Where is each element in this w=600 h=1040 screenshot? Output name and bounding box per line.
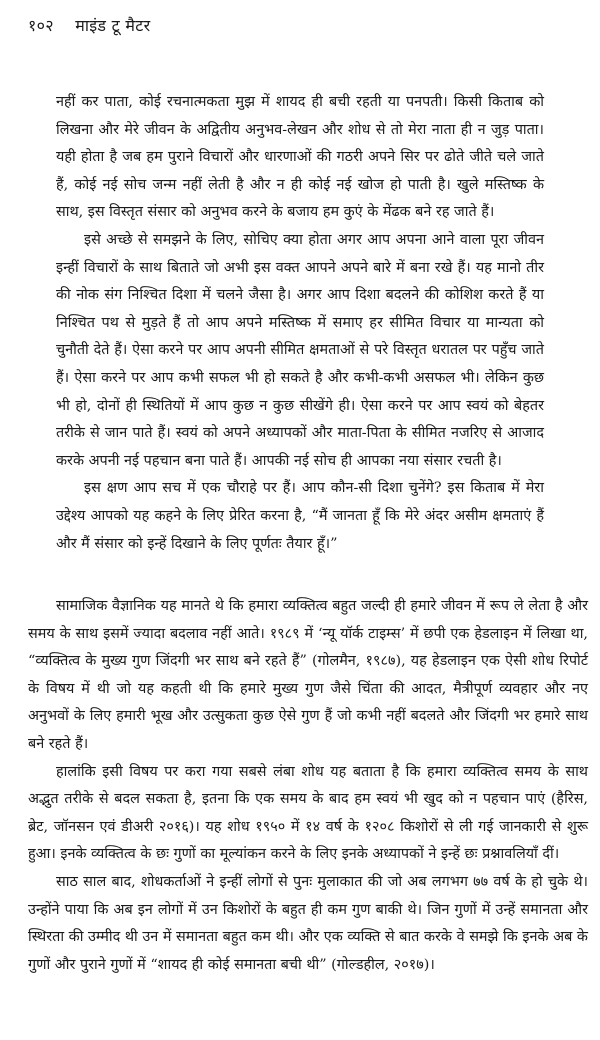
paragraph: इस क्षण आप सच में एक चौराहे पर हैं। आप कौन-सी दिशा चुनेंगे? इस किताब में मेरा उद्देश्य आपको यह कहने के लिए प्रेरित करना है, “मैं जानता हूँ कि मेरे अंदर असीम क्षमताएं हैं और मैं संसार को इन्हें दिखाने के लिए पूर्णतः तैयार हूँ।” (56, 480, 545, 552)
paragraph: साठ साल बाद, शोधकर्ताओं ने इन्हीं लोगों से पुनः मुलाकात की जो अब लगभग ७७ वर्ष के हो चुके थे। उन्होंने पाया कि अब इन लोगों में उन किशोरों के बहुत ही कम गुण बाकी थे। जिन गुणों में उन्हें समानता और स्थिरता की उम्मीद थी उन में समानता बहुत कम थी। और एक व्यक्ति से बात करके वे समझे कि इनके अब के गुणों और पुराने गुणों में “शायद ही कोई समानता बची थी” (गोल्डहील, २०१७)। (28, 873, 588, 973)
book-title: माइंड टू मैटर (75, 16, 151, 35)
running-header (28, 14, 151, 36)
section-continuation (56, 89, 544, 558)
section-body (28, 593, 588, 979)
paragraph: नहीं कर पाता, कोई रचनात्मकता मुझ में शायद ही बची रहती या पनपती। किसी किताब को लिखना और मेरे जीवन के अद्वितीय अनुभव-लेखन और शोध से तो मेरा नाता ही न जुड़ पाता। यही होता है जब हम पुराने विचारों और धारणाओं की गठरी अपने सिर पर ढोते जीते चले जाते हैं, कोई नई सोच जन्म नहीं लेती है और न ही कोई नई खोज हो पाती है। खुले मस्तिष्क के साथ, इस विस्तृत संसार को अनुभव करने के बजाय हम कुएं के मेंढक बने रह जाते हैं। (56, 94, 544, 221)
page-number: १०२ (28, 16, 54, 35)
paragraph: सामाजिक वैज्ञानिक यह मानते थे कि हमारा व्यक्तित्व बहुत जल्दी ही हमारे जीवन में रूप ले लेता है और समय के साथ इसमें ज्यादा बदलाव नहीं आते। १९८९ में ‘न्यू यॉर्क टाइम्स’ में छपी एक हेडलाइन में लिखा था, “व्यक्तित्व के मुख्य गुण जिंदगी भर साथ बने रहते हैं” (गोलमैन, १९८७), यह हेडलाइन एक ऐसी शोध रिपोर्ट के विषय में थी जो यह कहती थी कि हमारे मुख्य गुण जैसे चिंता की आदत, मैत्रीपूर्ण व्यवहार और नए अनुभवों के लिए हमारी भूख और उत्सुकता कुछ ऐसे गुण हैं जो कभी नहीं बदलते और जिंदगी भर हमारे साथ बने रहते हैं। (28, 598, 588, 752)
paragraph: इसे अच्छे से समझने के लिए, सोचिए क्या होता अगर आप अपना आने वाला पूरा जीवन इन्हीं विचारों के साथ बिताते जो अभी इस वक्त आपने अपने बारे में बना रखे हैं। यह मानो तीर की नोक संग निश्चित दिशा में चलने जैसा है। अगर आप दिशा बदलने की कोशिश करते हैं या निश्चित पथ से मुड़ते हैं तो आप अपने मस्तिष्क में समाए हर सीमित विचार या मान्यता को चुनौती देते हैं। ऐसा करने पर आप अपनी सीमित क्षमताओं से परे विस्तृत धरातल पर पहुँच जाते हैं। ऐसा करने पर आप कभी सफल भी हो सकते है और कभी-कभी असफल भी। लेकिन कुछ भी हो, दोनों ही स्थितियों में आप कुछ न कुछ सीखेंगे ही। ऐसा करने पर आप स्वयं को बेहतर तरीके से जान पाते हैं। स्वयं को अपने अध्यापकों और माता-पिता के सीमित नजरिए से आजाद करके अपनी नई पहचान बना पाते हैं। आपकी नई सोच ही आपका नया संसार रचती है। (56, 231, 544, 469)
paragraph: हालांकि इसी विषय पर करा गया सबसे लंबा शोध यह बताता है कि हमारा व्यक्तित्व समय के साथ अद्भुत तरीके से बदल सकता है, इतना कि एक समय के बाद हम स्वयं भी खुद को न पहचान पाएं (हैरिस, ब्रेट, जॉनसन एवं डीअरी २०१६)। यह शोध १९५० में १४ वर्ष के १२०८ किशोरों से ली गई जानकारी से शुरू हुआ। इनके व्यक्तित्व के छः गुणों का मूल्यांकन करने के लिए इनके अध्यापकों ने इन्हें छः प्रश्नावलियाँ दीं। (28, 763, 588, 863)
